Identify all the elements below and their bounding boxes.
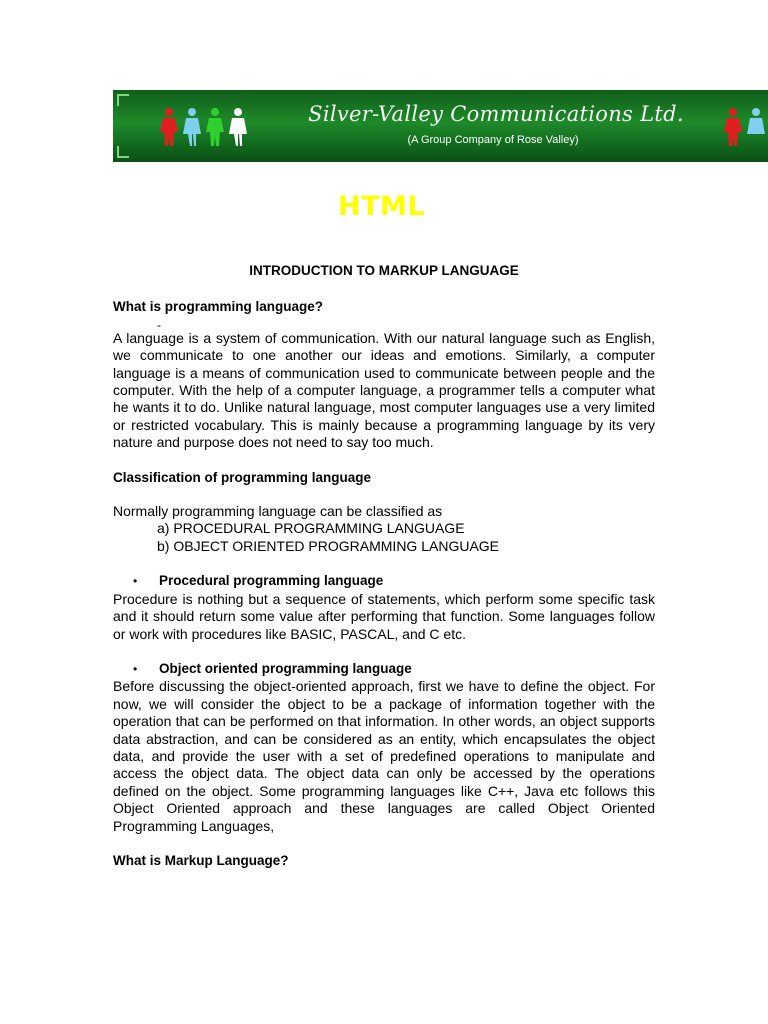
classification-item-object-oriented: b) OBJECT ORIENTED PROGRAMMING LANGUAGE bbox=[157, 537, 500, 554]
bullet-title-procedural: Procedural programming language bbox=[159, 573, 384, 589]
company-name: Silver-Valley Communications Ltd. bbox=[308, 102, 684, 126]
header-banner bbox=[113, 90, 768, 162]
document-body bbox=[113, 262, 655, 869]
bullet-title-object-oriented: Object oriented programming language bbox=[159, 660, 412, 676]
classification-intro: Normally programming language can be classified as bbox=[113, 503, 443, 520]
paragraph-object-oriented: Before discussing the object-oriented approach, first we have to define the object. For now, we will consider the object to be a package of information together with the operation that can be performed on that information. In other words, an object supports data abstraction, and can be considered as an entity, which encapsulates the object data, and provide the user with a set of predefined operations to manipulate and access the object data. The object data can only be accessed by the operations defined on the object. Some programming languages like C++, Java etc follows this Object Oriented approach and these languages are called Object Oriented Programming Languages, bbox=[113, 678, 655, 834]
paragraph-programming-language: A language is a system of communication. With our natural language such as English, we communicate to one another our ideas and emotions. Similarly, a computer language is a means of communication used to communicate between people and the computer. With the help of a computer language, a programmer tells a computer what he wants it to do. Unlike natural language, most computer languages use a very limited or restricted vocabulary. This is mainly because a programming language by its very nature and purpose does not need to say too much. bbox=[113, 329, 655, 451]
people-logo-icon-right bbox=[721, 106, 768, 148]
corner-ornament-top bbox=[117, 94, 129, 106]
bullet-icon: • bbox=[133, 661, 138, 676]
corner-ornament-bottom bbox=[117, 146, 129, 158]
people-logo-icon bbox=[157, 106, 253, 148]
section-heading-programming-language: What is programming language? bbox=[113, 299, 324, 315]
document-title: HTML bbox=[338, 191, 426, 222]
bullet-heading-object-oriented bbox=[113, 660, 655, 678]
section-heading-classification: Classification of programming language bbox=[113, 469, 372, 485]
bullet-heading-procedural bbox=[113, 572, 655, 590]
company-subtitle: (A Group Company of Rose Valley) bbox=[407, 134, 579, 146]
paragraph-procedural: Procedure is nothing but a sequence of statements, which perform some specific task and it should return some value after performing that function. Some languages follow or work with procedures like BASIC, PASCAL, and C etc. bbox=[113, 590, 655, 642]
list-marker: - bbox=[157, 317, 161, 332]
bullet-icon: • bbox=[133, 574, 138, 589]
section-heading-markup-language: What is Markup Language? bbox=[113, 852, 289, 868]
intro-heading: INTRODUCTION TO MARKUP LANGUAGE bbox=[249, 263, 519, 278]
classification-item-procedural: a) PROCEDURAL PROGRAMMING LANGUAGE bbox=[157, 520, 465, 537]
